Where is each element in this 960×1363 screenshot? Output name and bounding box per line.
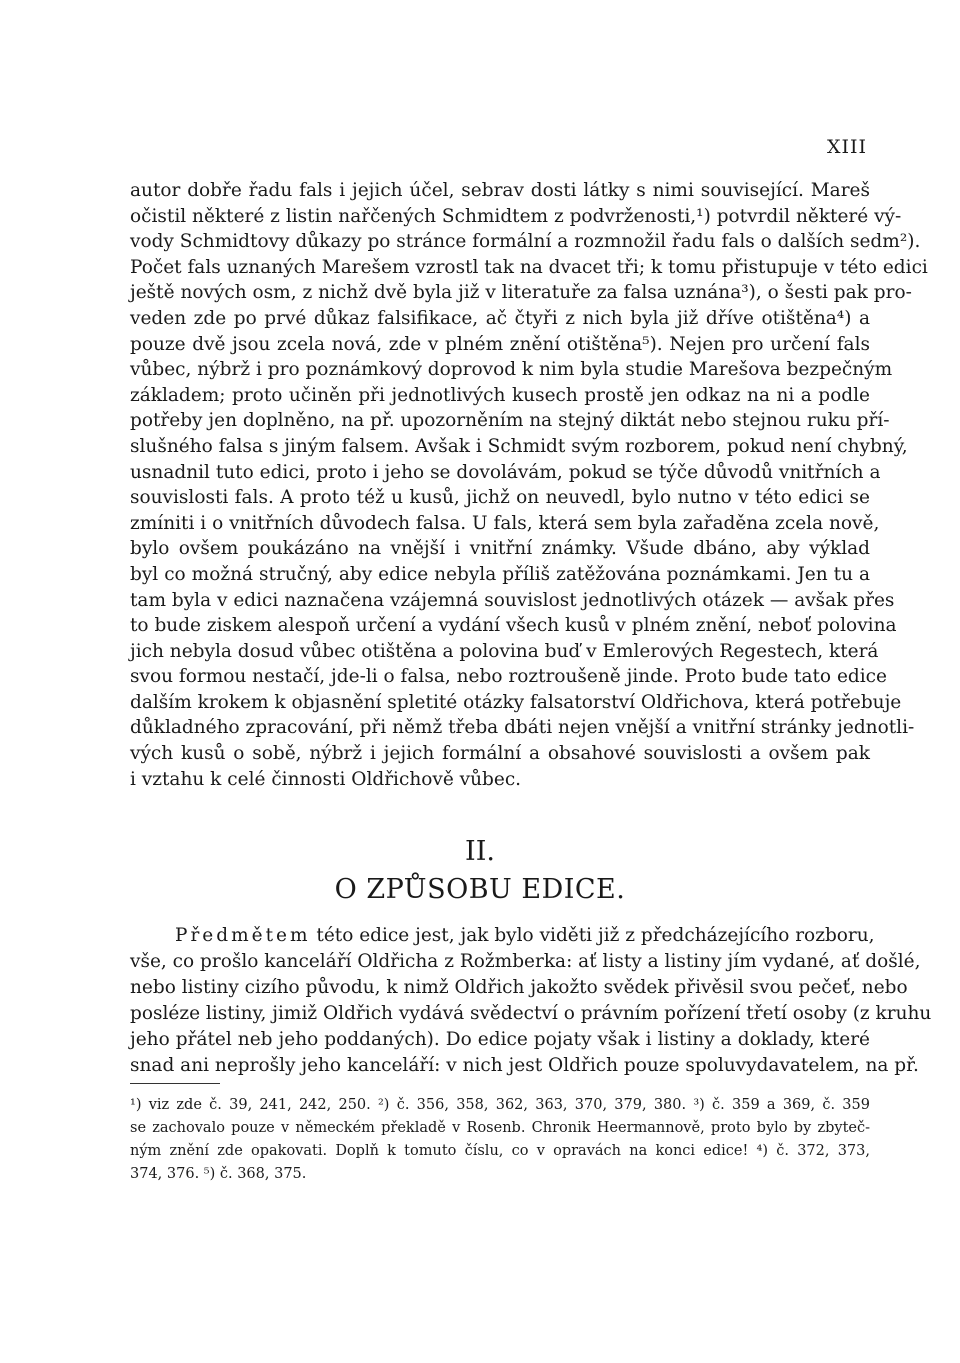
text-line: usnadnil tuto edici, proto i jeho se dovolávám, pokud se týče důvodů vnitřních a xyxy=(130,461,881,483)
lead-word: Předmětem xyxy=(175,925,311,946)
text-line: vše, co prošlo kanceláří Oldřicha z Rožmberka: ať listy a listiny jím vydané, ať došlé, xyxy=(130,951,921,972)
footnote-line: se zachovalo pouze v německém překladě v Rosenb. Chronik Heermannově, proto bylo by zbyteč- xyxy=(130,1120,870,1136)
first-line-rest: této edice jest, jak bylo viděti již z předcházejícího rozboru, xyxy=(310,925,875,946)
text-line: svou formou nestačí, jde-li o falsa, nebo roztroušeně jinde. Proto bude tato edice xyxy=(130,666,887,688)
text-line: slušného falsa s jiným falsem. Avšak i Schmidt svým rozborem, pokud není chybný, xyxy=(130,435,908,457)
text-line: zmíniti i o vnitřních důvodech falsa. U fals, která sem byla zařaděna zcela nově, xyxy=(130,512,880,534)
text-line: jich nebyla dosud vůbec otištěna a polovina buď v Emlerových Regestech, která xyxy=(130,640,879,662)
text-line: byl co možná stručný, aby edice nebyla příliš zatěžována poznámkami. Jen tu a xyxy=(130,563,870,585)
text-line: základem; proto učiněn při jednotlivých kusech prostě jen odkaz na ni a podle xyxy=(130,384,870,406)
text-line: vých kusů o sobě, nýbrž i jejich formální a obsahové souvislosti a ovšem pak xyxy=(130,743,870,765)
text-line: bylo ovšem poukázáno na vnější i vnitřní známky. Všude dbáno, aby výklad xyxy=(130,538,870,560)
text-line: nebo listiny cizího původu, k nimž Oldřich jakožto svědek přivěsil svou pečeť, nebo xyxy=(130,977,908,998)
footnote-line: ným znění zde opakovati. Doplň k tomuto číslu, co v opravách na konci edice! ⁴) č. 372, 373, xyxy=(130,1143,870,1159)
text-line: veden zde po prvé důkaz falsifikace, ač čtyři z nich byla již dříve otištěna⁴) a xyxy=(130,307,870,329)
footnote-line: 374, 376. ⁵) č. 368, 375. xyxy=(130,1166,307,1182)
text-line: potřeby jen doplněno, na př. upozorněním na stejný diktát nebo stejnou ruku pří- xyxy=(130,410,890,432)
section-paragraph xyxy=(130,923,932,1079)
text-line: to bude ziskem alespoň určení a vydání všech kusů v plném znění, neboť polovina xyxy=(130,615,897,637)
section-title: O ZPŮSOBU EDICE. xyxy=(334,874,626,905)
body-paragraph xyxy=(130,178,928,792)
text-line: posléze listiny, jimiž Oldřich vydává svědectví o právním pořízení třetí osoby (z kruhu xyxy=(130,1003,932,1024)
footnote-divider xyxy=(130,1083,220,1084)
text-line: souvislosti fals. A proto též u kusů, jichž on neuvedl, bylo nutno v této edici se xyxy=(130,487,870,509)
text-line: snad ani neprošly jeho kanceláří: v nich jest Oldřich pouze spoluvydavatelem, na př. xyxy=(130,1055,919,1076)
footnotes xyxy=(130,1094,870,1186)
text-line: důkladného zpracování, při němž třeba dbáti nejen vnější a vnitřní stránky jednotli- xyxy=(130,717,915,739)
text-line: Počet fals uznaných Marešem vzrostl tak na dvacet tři; k tomu přistupuje v této edici xyxy=(130,256,928,278)
text-line xyxy=(130,923,875,949)
text-line: tam byla v edici naznačena vzájemná souvislost jednotlivých otázek — avšak přes xyxy=(130,589,895,611)
text-line: vody Schmidtovy důkazy po stránce formální a rozmnožil řadu fals o dalších sedm²). xyxy=(130,231,921,253)
text-line: vůbec, nýbrž i pro poznámkový doprovod k nim byla studie Marešova bezpečným xyxy=(130,359,893,381)
footnote-line: ¹) viz zde č. 39, 241, 242, 250. ²) č. 356, 358, 362, 363, 370, 379, 380. ³) č. 359 a 369, č. 359 xyxy=(130,1097,870,1113)
page-number: XIII xyxy=(826,136,867,158)
text-line: pouze dvě jsou zcela nová, zde v plném znění otištěna⁵). Nejen pro určení fals xyxy=(130,333,870,355)
section-numeral: II. xyxy=(465,836,495,867)
text-line: ještě nových osm, z nichž dvě byla již v literatuře za falsa uznána³), o šesti pak pro- xyxy=(130,282,912,304)
text-line: očistil některé z listin nařčených Schmidtem z podvrženosti,¹) potvrdil některé vý- xyxy=(130,205,902,227)
text-line: dalším krokem k objasnění spletité otázky falsatorství Oldřichova, která potřebuje xyxy=(130,691,902,713)
text-line: autor dobře řadu fals i jejich účel, sebrav dosti látky s nimi související. Mareš xyxy=(130,180,870,201)
text-line: i vztahu k celé činnosti Oldřichově vůbec. xyxy=(130,768,522,790)
text-line: jeho přátel neb jeho poddaných). Do edice pojaty však i listiny a doklady, které xyxy=(130,1029,870,1050)
